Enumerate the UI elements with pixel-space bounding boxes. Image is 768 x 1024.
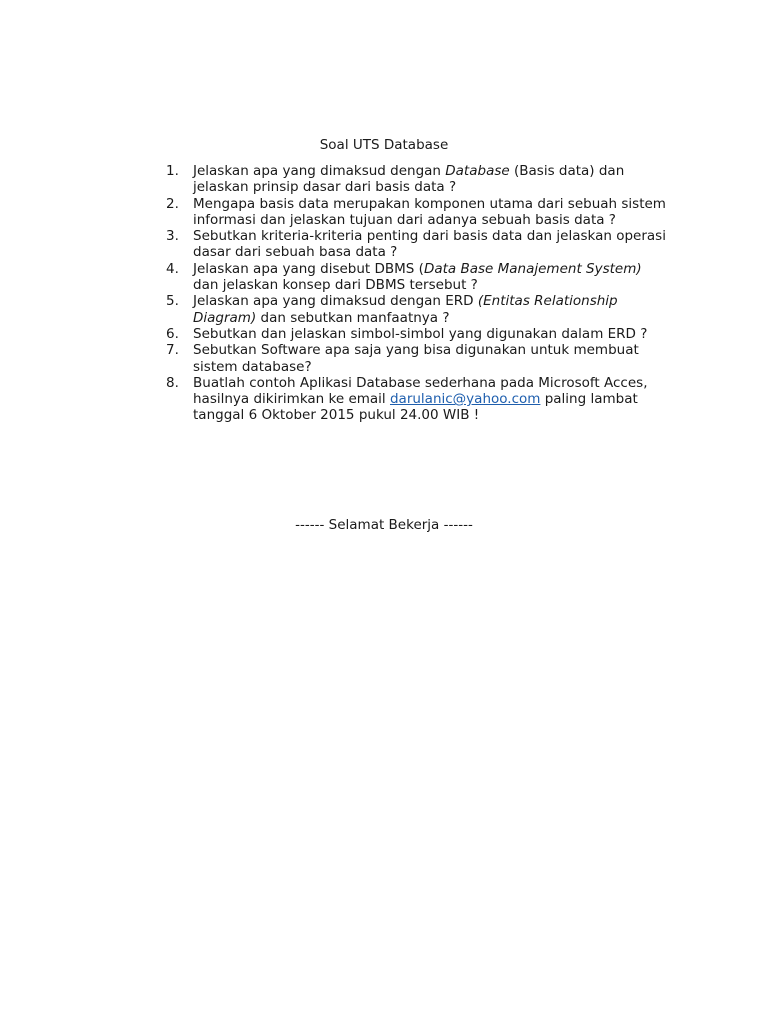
- question-item: [166, 163, 666, 196]
- question-text-segment: Jelaskan apa yang disebut DBMS (: [193, 260, 424, 277]
- question-number: 8.: [166, 374, 179, 391]
- question-text: [193, 326, 647, 342]
- question-text-segment: Sebutkan dan jelaskan simbol-simbol yang digunakan dalam ERD ?: [193, 325, 648, 342]
- email-link[interactable]: darulanic@yahoo.com: [389, 391, 541, 408]
- question-text: [193, 163, 624, 195]
- question-item: [166, 228, 666, 261]
- question-text: [193, 196, 666, 228]
- question-text-segment: Sebutkan kriteria-kriteria penting dari basis data dan jelaskan operasi dasar dari sebuah basa data ?: [193, 228, 666, 261]
- question-item: [166, 375, 666, 424]
- question-text-segment: Sebutkan Software apa saja yang bisa digunakan untuk membuat sistem database?: [193, 342, 639, 375]
- question-item: [166, 293, 666, 326]
- question-text-segment: paling lambat tanggal 6 Oktober 2015 pukul 24.00 WIB !: [193, 391, 638, 424]
- question-text-segment: Mengapa basis data merupakan komponen utama dari sebuah sistem informasi dan jelaskan tujuan dari adanya sebuah basis data ?: [193, 195, 666, 228]
- question-item: [166, 196, 666, 229]
- question-number: 2.: [166, 195, 179, 212]
- italic-term: (Entitas Relationship Diagram): [193, 293, 618, 326]
- question-number: 3.: [166, 228, 179, 245]
- question-number: 6.: [166, 325, 179, 342]
- question-text: [193, 375, 648, 424]
- question-item: [166, 342, 666, 375]
- question-text: [193, 261, 642, 293]
- question-text-segment: Jelaskan apa yang dimaksud dengan ERD: [193, 293, 478, 310]
- question-text-segment: Buatlah contoh Aplikasi Database sederhana pada Microsoft Acces, hasilnya dikirimkan ke email: [193, 374, 648, 408]
- question-item: [166, 326, 666, 342]
- question-list: [166, 163, 666, 424]
- question-text-segment: (Basis data) dan jelaskan prinsip dasar dari basis data ?: [193, 163, 625, 196]
- document-title: Soal UTS Database: [319, 137, 449, 153]
- italic-term: Data Base Manajement System): [423, 260, 642, 277]
- question-number: 4.: [166, 260, 179, 277]
- italic-term: Database: [445, 163, 510, 179]
- question-text-segment: Jelaskan apa yang dimaksud dengan: [193, 163, 446, 179]
- question-text-segment: dan sebutkan manfaatnya ?: [256, 309, 450, 326]
- question-number: 1.: [166, 163, 179, 179]
- question-item: [166, 261, 666, 294]
- question-text-segment: dan jelaskan konsep dari DBMS tersebut ?: [193, 277, 478, 294]
- closing-text: ------ Selamat Bekerja ------: [295, 517, 473, 533]
- question-text: [193, 228, 666, 260]
- question-text: [193, 293, 618, 325]
- question-number: 7.: [166, 342, 179, 359]
- question-text: [193, 342, 639, 374]
- question-number: 5.: [166, 293, 179, 310]
